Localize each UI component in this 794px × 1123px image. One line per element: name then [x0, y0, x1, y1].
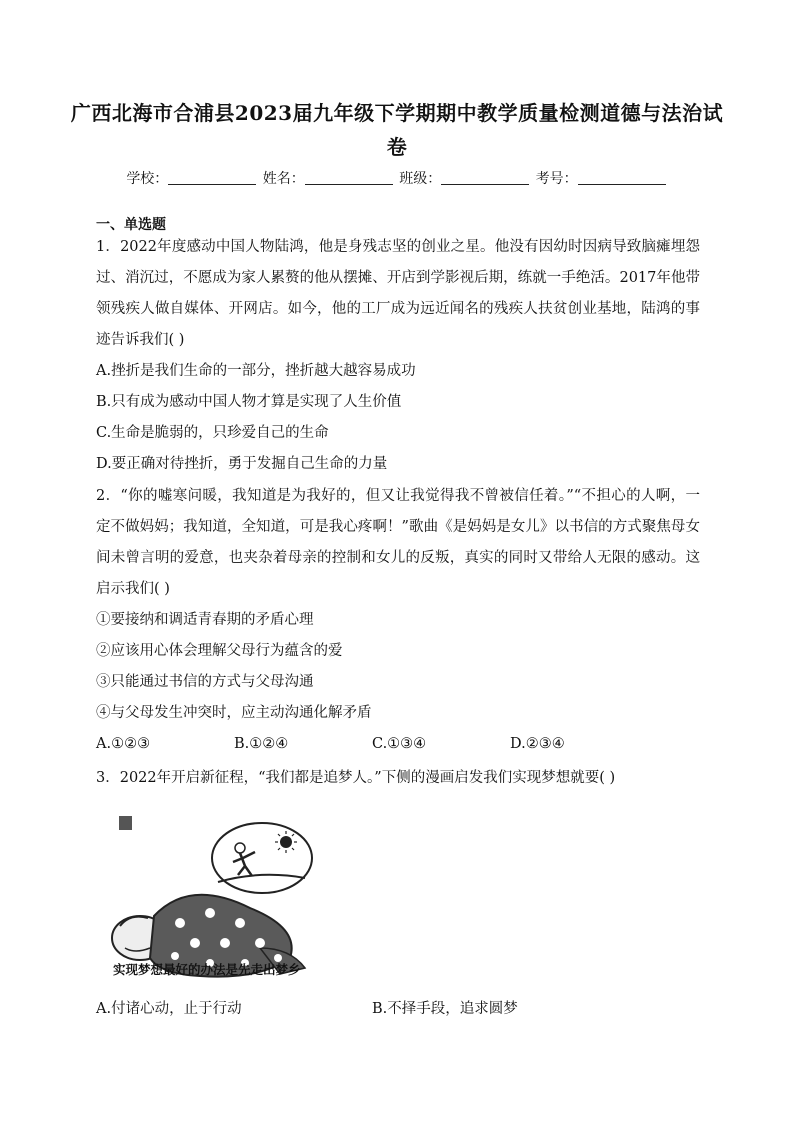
artist-seal-icon	[119, 816, 132, 830]
question-1-stem: 1．2022年度感动中国人物陆鸿，他是身残志坚的创业之星。他没有因幼时因病导致脑瘫埋怨过、消沉过，不愿成为家人累赘的他从摆摊、开店到学影视后期，练就一手绝活。2017年他带领残疾人做自媒体、开网店。如今，他的工厂成为远近闻名的残疾人扶贫创业基地，陆鸿的事迹告诉我们( )	[96, 239, 700, 348]
exam-title: 广西北海市合浦县2023届九年级下学期期中教学质量检测道德与法治试卷	[70, 101, 724, 159]
class-label: 班级：	[399, 171, 442, 187]
question-1-option-d[interactable]: D.要正确对待挫折，勇于发掘自己生命的力量	[96, 456, 388, 472]
question-2-choice-b[interactable]: B.①②④	[234, 736, 289, 752]
class-blank[interactable]	[441, 170, 529, 185]
question-2-choice-c[interactable]: C.①③④	[372, 736, 427, 752]
exam-number-label: 考号：	[535, 171, 578, 187]
name-blank[interactable]	[305, 170, 393, 185]
school-label: 学校：	[126, 171, 169, 187]
question-1-option-b[interactable]: B.只有成为感动中国人物才算是实现了人生价值	[96, 394, 402, 410]
question-2-statement-2: ②应该用心体会理解父母行为蕴含的爱	[96, 643, 343, 659]
question-3-stem: 3．2022年开启新征程，“我们都是追梦人。”下侧的漫画启发我们实现梦想就要( )	[96, 770, 616, 786]
question-2-choice-d[interactable]: D.②③④	[510, 736, 565, 752]
school-blank[interactable]	[168, 170, 256, 185]
question-2-statement-4: ④与父母发生冲突时，应主动沟通化解矛盾	[96, 705, 372, 721]
question-2-statement-1: ①要接纳和调适青春期的矛盾心理	[96, 612, 314, 628]
name-label: 姓名：	[262, 171, 305, 187]
student-info-row	[0, 168, 794, 190]
question-2-choices	[96, 729, 700, 760]
question-2-stem: 2．“你的嘘寒问暖，我知道是为我好的，但又让我觉得我不曾被信任着。”“不担心的人啊，一定不做妈妈；我知道，全知道，可是我心疼啊！”歌曲《是妈妈是女儿》以书信的方式聚焦母女间未曾言明的爱意，也夹杂着母亲的控制和女儿的反叛，真实的同时又带给人无限的感动。这启示我们( )	[96, 488, 700, 597]
question-2	[96, 481, 700, 760]
cartoon-caption: 实现梦想最好的办法是先走出梦乡	[113, 962, 301, 977]
question-1-option-a[interactable]: A.挫折是我们生命的一部分，挫折越大越容易成功	[96, 363, 416, 379]
question-3-option-a[interactable]: A.付诸心动，止于行动	[96, 1001, 242, 1017]
question-2-statement-3: ③只能通过书信的方式与父母沟通	[96, 674, 314, 690]
exam-number-blank[interactable]	[578, 170, 666, 185]
question-1	[96, 232, 700, 480]
section-heading: 一、单选题	[96, 217, 166, 233]
question-2-choice-a[interactable]: A.①②③	[96, 736, 151, 752]
question-1-option-c[interactable]: C.生命是脆弱的，只珍爱自己的生命	[96, 425, 329, 441]
question-3-options	[96, 994, 716, 1025]
question-3-option-b[interactable]: B.不择手段，追求圆梦	[372, 1001, 518, 1017]
